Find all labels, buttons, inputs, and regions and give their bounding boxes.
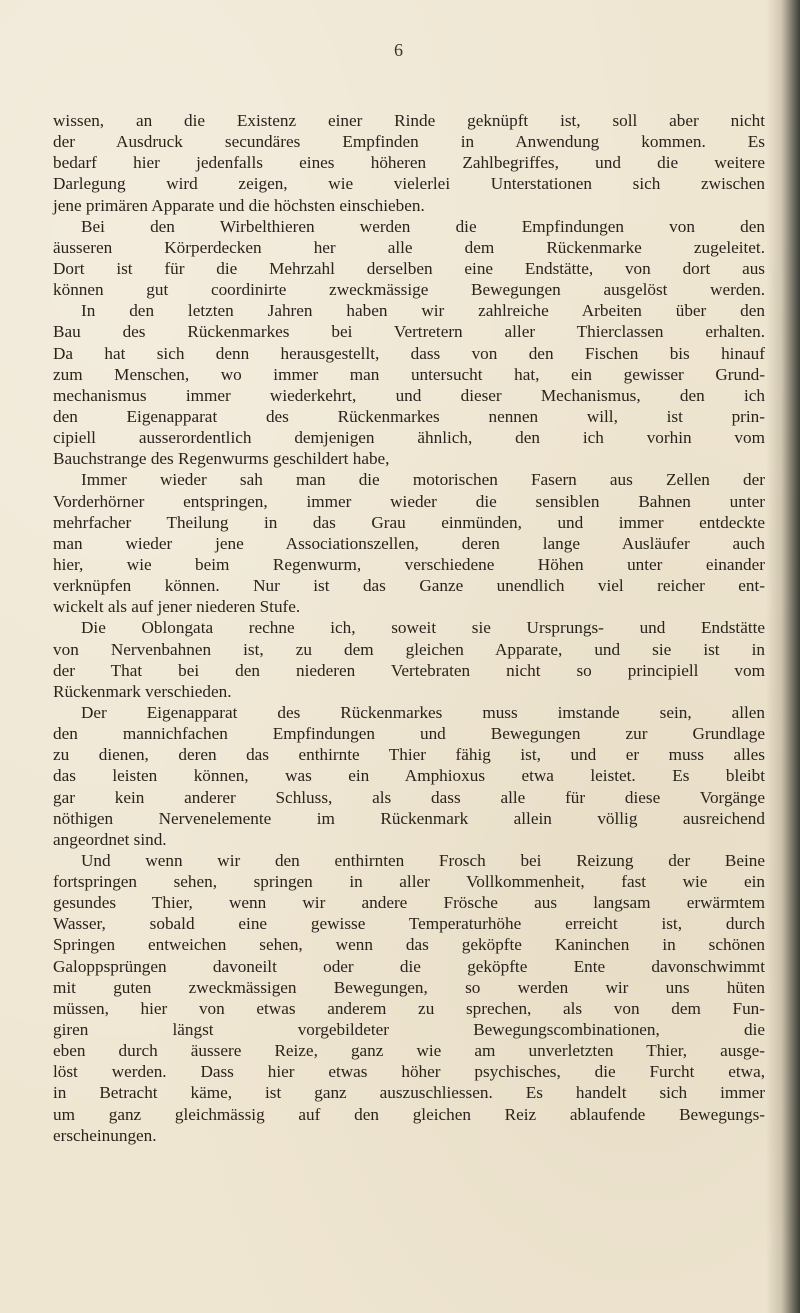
text-line: man wieder jene Associationszellen, deren lange Ausläufer auch	[53, 533, 765, 553]
text-line: jene primären Apparate und die höchsten einschieben.	[53, 195, 425, 215]
text-line: das leisten können, was ein Amphioxus etwa leistet. Es bleibt	[53, 766, 765, 786]
text-line: Bei den Wirbelthieren werden die Empfindungen von den	[81, 216, 765, 236]
text-line: zu dienen, deren das enthirnte Thier fähig ist, und er muss alles	[53, 745, 765, 765]
text-line: Dort ist für die Mehrzahl derselben eine Endstätte, von dort aus	[53, 258, 765, 278]
text-line: gesundes Thier, wenn wir andere Frösche aus langsam erwärmtem	[53, 893, 765, 913]
body-text	[53, 110, 765, 1146]
text-line: müssen, hier von etwas anderem zu sprechen, als von dem Fun-	[53, 998, 765, 1018]
text-line: um ganz gleichmässig auf den gleichen Reiz ablaufende Bewegungs-	[53, 1104, 765, 1124]
text-line: löst werden. Dass hier etwas höher psychisches, die Furcht etwa,	[53, 1062, 765, 1082]
text-line: Bauchstrange des Regenwurms geschildert habe,	[53, 449, 390, 469]
text-line: Die Oblongata rechne ich, soweit sie Ursprungs- und Endstätte	[81, 618, 765, 638]
text-line: zum Menschen, wo immer man untersucht hat, ein gewisser Grund-	[53, 364, 765, 384]
text-line: den mannichfachen Empfindungen und Bewegungen zur Grundlage	[53, 724, 765, 744]
text-line: cipiell ausserordentlich demjenigen ähnlich, den ich vorhin vom	[53, 428, 765, 448]
text-line: der Ausdruck secundäres Empfinden in Anwendung kommen. Es	[53, 132, 765, 152]
text-line: Darlegung wird zeigen, wie vielerlei Unterstationen sich zwischen	[53, 174, 765, 194]
text-line: Wasser, sobald eine gewisse Temperaturhöhe erreicht ist, durch	[53, 914, 765, 934]
text-line: verknüpfen können. Nur ist das Ganze unendlich viel reicher ent-	[53, 576, 765, 596]
text-line: erscheinungen.	[53, 1125, 157, 1145]
text-line: fortspringen sehen, springen in aller Vollkommenheit, fast wie ein	[53, 872, 765, 892]
text-line: von Nervenbahnen ist, zu dem gleichen Apparate, und sie ist in	[53, 639, 765, 659]
page-number: 6	[394, 40, 403, 60]
text-line: Da hat sich denn herausgestellt, dass von den Fischen bis hinauf	[53, 343, 765, 363]
text-line: wissen, an die Existenz einer Rinde geknüpft ist, soll aber nicht	[53, 111, 765, 130]
text-line: können gut coordinirte zweckmässige Bewegungen ausgelöst werden.	[53, 280, 765, 300]
text-line: mechanismus immer wiederkehrt, und dieser Mechanismus, den ich	[53, 385, 765, 405]
text-line: nöthigen Nervenelemente im Rückenmark allein völlig ausreichend	[53, 808, 765, 828]
text-line: Vorderhörner entspringen, immer wieder die sensiblen Bahnen unter	[53, 491, 765, 511]
text-line: giren längst vorgebildeter Bewegungscombinationen, die	[53, 1020, 765, 1040]
text-line: mit guten zweckmässigen Bewegungen, so werden wir uns hüten	[53, 977, 765, 997]
text-line: in Betracht käme, ist ganz auszuschliessen. Es handelt sich immer	[53, 1083, 765, 1103]
text-line: Galoppsprüngen davoneilt oder die geköpfte Ente davonschwimmt	[53, 956, 765, 976]
text-line: Der Eigenapparat des Rückenmarkes muss imstande sein, allen	[81, 702, 765, 722]
text-line: Springen entweichen sehen, wenn das geköpfte Kaninchen in schönen	[53, 935, 765, 955]
text-line: wickelt als auf jener niederen Stufe.	[53, 597, 301, 617]
text-line: Immer wieder sah man die motorischen Fasern aus Zellen der	[81, 470, 765, 490]
text-line: Bau des Rückenmarkes bei Vertretern aller Thierclassen erhalten.	[53, 322, 765, 342]
text-line: hier, wie beim Regenwurm, verschiedene Höhen unter einander	[53, 554, 765, 574]
page-edge-shadow	[766, 0, 800, 1313]
text-line: den Eigenapparat des Rückenmarkes nennen will, ist prin-	[53, 406, 765, 426]
text-line: bedarf hier jedenfalls eines höheren Zahlbegriffes, und die weitere	[53, 153, 765, 173]
text-line: mehrfacher Theilung in das Grau einmünden, und immer entdeckte	[53, 512, 765, 532]
text-line: äusseren Körperdecken her alle dem Rückenmarke zugeleitet.	[53, 237, 765, 257]
text-line: der That bei den niederen Vertebraten nicht so principiell vom	[53, 660, 765, 680]
text-line: angeordnet sind.	[53, 829, 167, 849]
text-line: gar kein anderer Schluss, als dass alle für diese Vorgänge	[53, 787, 765, 807]
text-line: eben durch äussere Reize, ganz wie am unverletzten Thier, ausge-	[53, 1041, 765, 1061]
text-line: In den letzten Jahren haben wir zahlreiche Arbeiten über den	[81, 301, 765, 321]
text-line: Rückenmark verschieden.	[53, 681, 232, 701]
text-line: Und wenn wir den enthirnten Frosch bei Reizung der Beine	[81, 850, 765, 870]
